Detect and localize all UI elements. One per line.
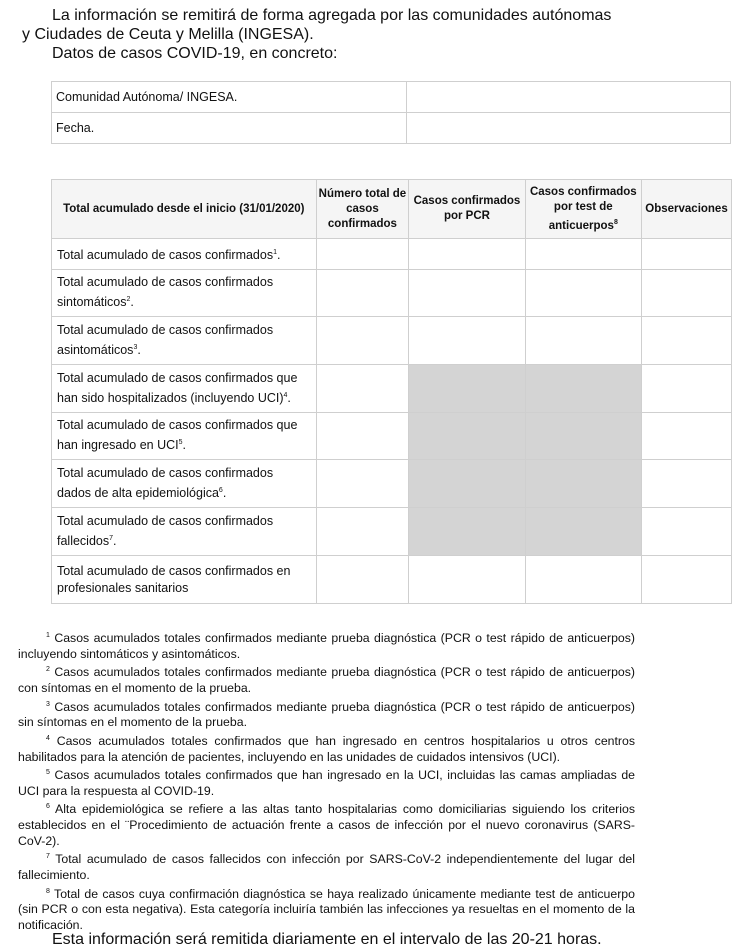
row-label-text: Total acumulado de casos confirmados sintomáticos: [57, 275, 274, 310]
footnote: [18, 884, 635, 934]
footnote-text: Casos acumulados totales confirmados mediante prueba diagnóstica (PCR o test rápido de anticuerpos) con síntomas en el momento de la prueba.: [18, 665, 636, 695]
footnote-ref: 3: [133, 343, 138, 351]
footnote-number: 6: [46, 803, 50, 811]
row-label: [52, 508, 317, 556]
cases-table-body: [52, 239, 732, 604]
row-label-text: Total acumulado de casos confirmados que han ingresado en UCI: [57, 418, 298, 453]
id-label: Fecha.: [52, 113, 407, 144]
period: .: [182, 438, 186, 453]
input-cell[interactable]: [316, 270, 409, 317]
id-label: Comunidad Autónoma/ INGESA.: [52, 82, 407, 113]
input-cell[interactable]: [409, 317, 525, 365]
input-cell[interactable]: [642, 317, 732, 365]
footnote-text: Casos acumulados totales confirmados que han ingresado en centros hospitalarios u otros centros habilitados para la atención de pacientes, incluyendo en las unidades de cuidados intensivos (UCI).: [18, 733, 635, 764]
table-row: [52, 508, 732, 556]
input-cell[interactable]: [316, 556, 409, 604]
footnote-number: 2: [46, 666, 50, 674]
footnote: [18, 628, 635, 662]
input-cell[interactable]: [642, 413, 732, 460]
header-total-accumulated: Total acumulado desde el inicio (31/01/2020): [52, 180, 317, 239]
shaded-cell: [409, 413, 525, 460]
row-label-text: Total acumulado de casos confirmados en profesionales sanitarios: [57, 563, 291, 595]
footnote: [18, 799, 635, 849]
id-value-cell[interactable]: [407, 82, 731, 113]
input-cell[interactable]: [316, 460, 409, 508]
table-row: [52, 460, 732, 508]
input-cell[interactable]: [316, 365, 409, 413]
period: .: [287, 391, 291, 406]
period: .: [130, 295, 134, 310]
header-antibody-label: Casos confirmados por test de anticuerpos: [529, 185, 637, 232]
footnote-number: 5: [46, 769, 50, 777]
input-cell[interactable]: [525, 317, 641, 365]
period: .: [137, 343, 141, 358]
input-cell[interactable]: [316, 239, 409, 270]
header-observations: Observaciones: [642, 180, 732, 239]
intro-line-2: y Ciudades de Ceuta y Melilla (INGESA).: [22, 26, 314, 43]
footnote-ref: 4: [283, 391, 288, 399]
input-cell[interactable]: [642, 270, 732, 317]
table-row: [52, 239, 732, 270]
header-footnote-ref: 8: [613, 218, 618, 226]
table-row: [52, 270, 732, 317]
row-label: [52, 460, 317, 508]
row-label-text: Total acumulado de casos confirmados que han sido hospitalizados (incluyendo UCI): [57, 370, 298, 406]
footnotes: [18, 628, 635, 933]
intro-paragraph: [0, 6, 740, 63]
input-cell[interactable]: [642, 239, 732, 270]
header-pcr-cases: Casos confirmados por PCR: [409, 180, 525, 239]
footnote-ref: 6: [218, 486, 223, 494]
period: .: [113, 534, 117, 549]
footnote-number: 4: [46, 734, 50, 742]
footnote: [18, 765, 635, 799]
input-cell[interactable]: [316, 508, 409, 556]
footnote-ref: 5: [178, 439, 183, 447]
cases-table: [51, 179, 732, 604]
table-row: [52, 413, 732, 460]
input-cell[interactable]: [409, 270, 525, 317]
footnote: [18, 697, 635, 731]
row-label-text: Total acumulado de casos confirmados asintomáticos: [57, 322, 274, 358]
header-row: [52, 180, 732, 239]
row-label: [52, 239, 317, 270]
input-cell[interactable]: [642, 460, 732, 508]
row-label-text: Total acumulado de casos confirmados fallecidos: [57, 513, 274, 549]
footnote-ref: 7: [109, 534, 114, 542]
input-cell[interactable]: [316, 413, 409, 460]
table-row: [52, 556, 732, 604]
row-label-text: Total acumulado de casos confirmados: [57, 248, 274, 263]
footnote: [18, 731, 635, 765]
shaded-cell: [409, 460, 525, 508]
input-cell[interactable]: [525, 270, 641, 317]
shaded-cell: [525, 508, 641, 556]
input-cell[interactable]: [409, 556, 525, 604]
footnote-number: 3: [46, 700, 50, 708]
row-label: [52, 365, 317, 413]
shaded-cell: [525, 413, 641, 460]
input-cell[interactable]: [642, 556, 732, 604]
shaded-cell: [525, 460, 641, 508]
intro-line-1: La información se remitirá de forma agregada por las comunidades autónomas: [52, 7, 612, 24]
row-label: [52, 270, 317, 317]
input-cell[interactable]: [409, 239, 525, 270]
footnote-text: Alta epidemiológica se refiere a las altas tanto hospitalarias como domiciliarias siguiendo los criterios establecidos en el ¨Procedimiento de actuación frente a casos de infección por el nuevo coronavirus (SARS-CoV-2).: [18, 802, 635, 848]
table-row: [52, 82, 731, 113]
footnote-ref: 2: [126, 296, 131, 304]
footnote: [18, 662, 635, 696]
footnote: [18, 849, 635, 883]
period: .: [277, 248, 281, 263]
footnote-text: Casos acumulados totales confirmados mediante prueba diagnóstica (PCR o test rápido de anticuerpos) incluyendo sintomáticos y asintomáticos.: [18, 631, 636, 661]
table-row: [52, 317, 732, 365]
intro-line-3: Datos de casos COVID-19, en concreto:: [52, 45, 338, 62]
footer-note: Esta información será remitida diariamente en el intervalo de las 20-21 horas.: [52, 931, 602, 948]
id-value-cell[interactable]: [407, 113, 731, 144]
input-cell[interactable]: [642, 508, 732, 556]
table-row: [52, 365, 732, 413]
input-cell[interactable]: [642, 365, 732, 413]
footnote-text: Casos acumulados totales confirmados que han ingresado en la UCI, incluidas las camas ampliadas de UCI para la respuesta al COVID-19.: [18, 768, 635, 798]
footnote-text: Total acumulado de casos fallecidos con infección por SARS-CoV-2 independientemente del lugar del fallecimiento.: [18, 852, 635, 882]
table-row: [52, 113, 731, 144]
row-label-text: Total acumulado de casos confirmados dados de alta epidemiológica: [57, 465, 274, 501]
input-cell[interactable]: [525, 239, 641, 270]
shaded-cell: [409, 365, 525, 413]
footnote-text: Casos acumulados totales confirmados mediante prueba diagnóstica (PCR o test rápido de anticuerpos) sin síntomas en el momento de la prueba.: [18, 699, 636, 730]
input-cell[interactable]: [316, 317, 409, 365]
footnote-ref: 1: [273, 248, 277, 256]
shaded-cell: [525, 365, 641, 413]
header-antibody-cases: [525, 180, 641, 239]
row-label: [52, 413, 317, 460]
side-reference-text: [739, 900, 749, 952]
footnote-number: 7: [46, 853, 50, 861]
period: .: [222, 486, 227, 501]
shaded-cell: [409, 508, 525, 556]
input-cell[interactable]: [525, 556, 641, 604]
footnote-number: 1: [46, 632, 50, 639]
row-label: [52, 317, 317, 365]
footnote-number: 8: [46, 887, 50, 895]
identification-table: [51, 81, 731, 144]
header-total-cases: Número total de casos confirmados: [316, 180, 409, 239]
row-label: [52, 556, 317, 604]
footnote-text: Total de casos cuya confirmación diagnóstica se haya realizado únicamente mediante test de anticuerpo (sin PCR o con esta negativa). Esta categoría incluiría también las infecciones ya resueltas en el momento de la notificación.: [18, 886, 635, 932]
